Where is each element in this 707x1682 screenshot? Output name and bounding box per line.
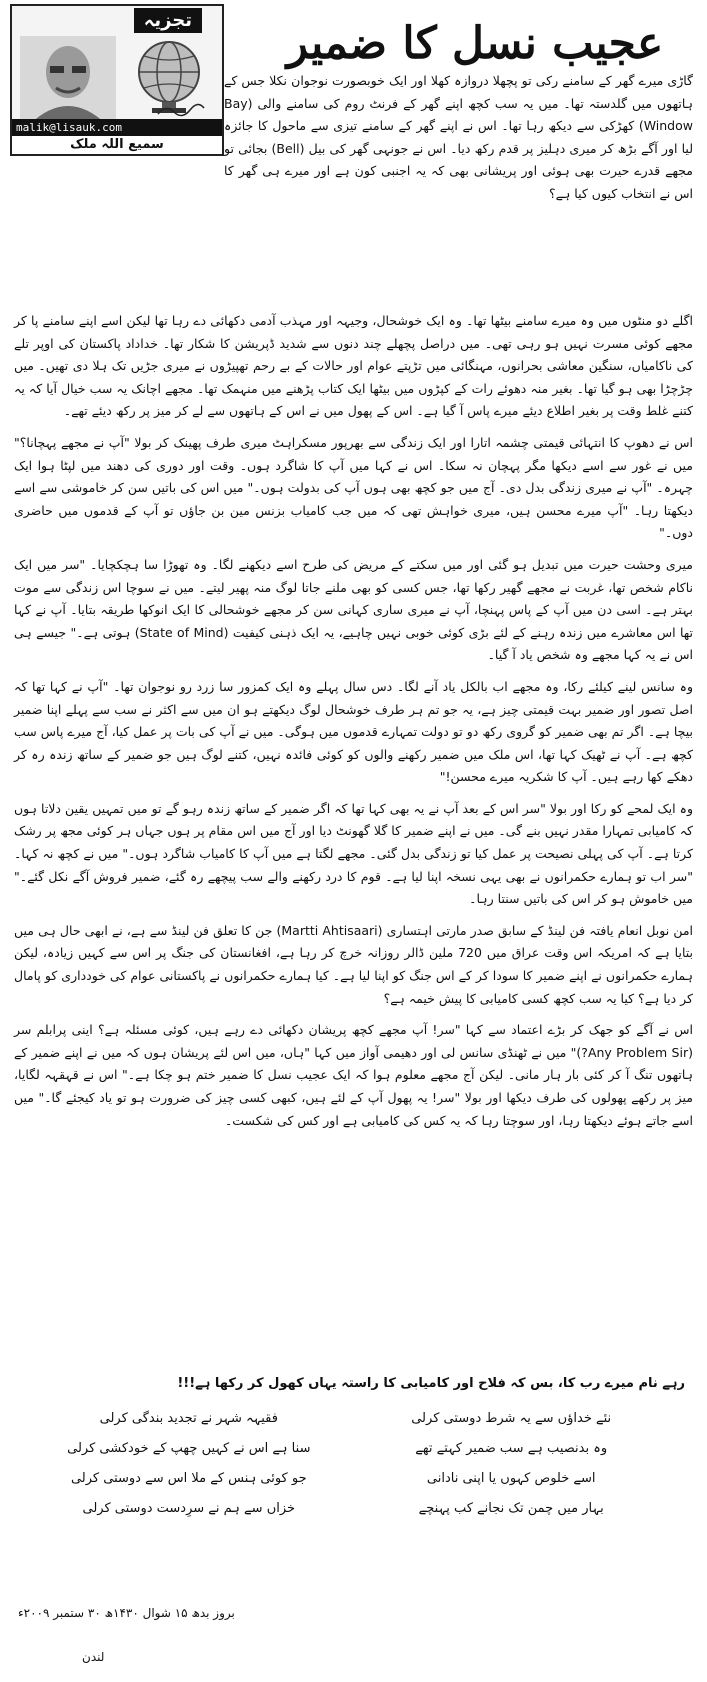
article-title: عجیب نسل کا ضمیر [286, 18, 664, 69]
paragraph: گاڑی میرے گھر کے سامنے رکی تو پچھلا دروازہ کھلا اور ایک خوبصورت نوجوان نکلا جس کے ہاتھوں میں گلدستہ تھا۔ میں یہ سب کچھ اپنے گھر کے فرنٹ روم کی سامنے والی (Bay Window) کھڑکی سے دیکھ رہا تھا۔ اس نے اپنے گھر کے سامنے تیزی سے ماحول کا جائزہ لیا اور آگے بڑھ کر میری دہلیز پر قدم رکھ دیا۔ اس نے جونہی گھر کی بیل (Bell) بجائی تو مجھے قدرے حیرت بھی ہوئی اور پریشانی بھی کہ یہ اجنبی کون ہے اور میرے ہی گھر کا اس نے انتخاب کیوں کیا ہے؟ [224, 73, 693, 201]
author-badge [10, 4, 224, 156]
poem-lead: رہے نام میرے رب کا، بس کہ فلاح اور کامیابی کا راستہ یہاں کھول کر رکھا ہے!!! [177, 1376, 685, 1391]
author-email: malik@lisauk.com [12, 119, 222, 136]
intro-column [224, 70, 693, 215]
paragraph: اس نے آگے کو جھک کر بڑے اعتماد سے کہا "سر! آپ مجھے کچھ پریشان دکھائی دے رہے ہیں، کوئی مسئلہ ہے؟ اینی پرابلم سر (Any Problem Sir?)" میں نے ٹھنڈی سانس لی اور دھیمی آواز میں کہا "ہاں، میں اس لئے پریشان ہوں کہ میں نے اپنے ضمیر کے ہاتھوں تنگ آ کر کئی بار ہار مانی۔ لیکن آج مجھے معلوم ہوا کہ ایک عجیب نسل کا ضمیر ختم ہو چکا ہے۔" اس نے قہقہہ لگایا، میز پر رکھے پھولوں کی طرف دیکھا اور بولا "سر! یہ پھول آپ کے لئے ہیں، کبھی کسی چیز کی ضرورت ہو تو یاد کیجئے گا۔" میں اسے جاتے ہوئے دیکھتا رہا، اور سوچتا رہا کہ یہ کس کی کامیابی ہے اور کس کی شکست۔ [14, 1022, 693, 1128]
poem-line: جو کوئی ہنس کے ملا اس سے دوستی کرلی [70, 1471, 307, 1486]
poem-line: خزاں سے ہم نے سرِدست دوستی کرلی [82, 1501, 296, 1516]
author-name: سمیع اللہ ملک [12, 136, 222, 154]
poem-line: وہ بدنصیب ہے سب ضمیر کہتے تھے [415, 1441, 608, 1456]
poem-line: فقیہہ شہر نے تجدید بندگی کرلی [99, 1411, 278, 1426]
poem-line: سنا ہے اس نے کہیں چھپ کے خودکشی کرلی [67, 1441, 311, 1456]
article-date: بروز بدھ ۱۵ شوال ۱۴۳۰ھ ۳۰ ستمبر ۲۰۰۹ء [18, 1606, 235, 1620]
poem [40, 1404, 660, 1524]
paragraph: امن نوبل انعام یافتہ فن لینڈ کے سابق صدر مارتی اہتساری (Martti Ahtisaari) جن کا تعلق فن لینڈ سے ہے، نے ابھی حال ہی میں بتایا ہے کہ امریکہ اس وقت عراق میں 720 ملین ڈالر روزانہ خرچ کر رہا ہے، افغانستان کی جنگ پر اس سے کہیں زیادہ، لیکن ہمارے حکمرانوں نے اپنے ضمیر کا سودا کر کے اس جنگ کو اپنا لیا ہے۔ کیا ہمارے حکمرانوں نے پاکستانی عوام کی خودداری کو پامال کر دیا ہے؟ کیا یہ سب کچھ کسی کامیابی کا پیش خیمہ ہے؟ [14, 922, 694, 1006]
poem-couplet [40, 1404, 660, 1434]
poem-couplet [40, 1434, 660, 1464]
paragraph: میری وحشت حیرت میں تبدیل ہو گئی اور میں سکتے کے مریض کی طرح اسے دیکھنے لگا۔ وہ تھوڑا سا ہچکچایا۔ "سر میں ایک ناکام شخص تھا، غربت نے مجھے گھیر رکھا تھا، جس کسی کو بھی ملنے جاتا لوگ منہ پھیر لیتے۔ میں نے سوچا اس زندگی سے موت بہتر ہے۔ اسی دن میں آپ کے پاس پہنچا، آپ نے میری ساری کہانی سن کر مجھے خوشحالی کا ایک انوکھا طریقہ بتایا۔ آپ نے کہا تھا اس معاشرے میں زندہ رہنے کے لئے بڑی کوئی خوبی نہیں چاہیے، یہ ایک ذہنی کیفیت (State of Mind) ہوتی ہے۔" جیسے ہی اس نے یہ کہا مجھے وہ شخص یاد آ گیا۔ [14, 556, 693, 663]
paragraph: وہ ایک لمحے کو رکا اور بولا "سر اس کے بعد آپ نے یہ بھی کہا تھا کہ اگر ضمیر کے ساتھ زندہ رہو گے تو میں تمہیں یقین دلاتا ہوں کہ کامیابی تمہارا مقدر نہیں بنے گی۔ میں نے اپنے ضمیر کا گلا گھونٹ دیا اور آج میں اس مقام پر ہوں جہاں ہر کوئی مجھ پر رشک کرتا ہے۔ آپ کی پہلی نصیحت پر عمل کیا تو زندگی بدل گئی۔ مجھے لگتا ہے میں آپ کا کامیاب شاگرد ہوں۔" میں نے کچھ نہ کہا۔ "سر اب تو ہمارے حکمرانوں نے بھی یہی نسخہ اپنا لیا ہے۔ قوم کا درد رکھنے والے سب پیچھے رہ گئے، ضمیر فروش آگے نکل گئے۔" میں خاموش ہو کر اس کی باتیں سنتا رہا۔ [14, 800, 693, 907]
section-tag: تجزیہ [134, 8, 202, 33]
poem-line: اسے خلوص کہوں یا اپنی نادانی [426, 1471, 596, 1486]
article-place: لندن [82, 1650, 105, 1664]
paragraph: اگلے دو منٹوں میں وہ میرے سامنے بیٹھا تھا۔ وہ ایک خوشحال، وجیہہ اور مہذب آدمی دکھائی دے رہا تھا لیکن اسے اپنے سامنے پا کر مجھے کوئی مسرت نہیں ہو رہی تھی۔ میں دراصل پچھلے چند دنوں سے شدید ڈپریشن کا شکار تھا۔ خداداد پاکستان کی اوپر تلے کی ناکامیاں، سنگین معاشی بحرانوں، مہنگائی میں تڑپتے عوام اور حالات کے بے رحم تھپیڑوں نے میری جڑیں تک ہلا دی تھیں۔ میں چڑچڑا بھی ہو گیا تھا۔ بغیر منہ دھوئے رات کے کپڑوں میں بیٹھا ایک کتاب پڑھنے میں منہمک تھا۔ مجھے اچانک یہ سب خیال آیا کہ یہ کتنے غلط وقت پر بغیر اطلاع دیئے میرے پاس آ گیا ہے۔ اس کے پھول میں نے اس کے ہاتھوں سے لے کر میز پر رکھ دیئے تھے۔ [14, 313, 693, 419]
paragraph: اس نے دھوپ کا انتہائی قیمتی چشمہ اتارا اور ایک زندگی سے بھرپور مسکراہٹ میری طرف پھینک کر بولا "آپ نے مجھے پہچانا؟" میں نے غور سے اسے دیکھا مگر پہچان نہ سکا۔ اس نے کہا میں آپ کا شاگرد ہوں۔ وقت اور دوری کی دھند میں لپٹا ہوا ایک چہرہ۔ "آپ نے میری زندگی بدل دی۔ آج میں جو کچھ بھی ہوں آپ کی بدولت ہوں۔" میں اس کی باتیں سن کر خاموشی سے اسے دیکھتا رہا۔ "آپ میرے محسن ہیں، میری خواہش تھی کہ میں جب کامیاب بزنس مین بن جاؤں تو آپ کے قدموں میں حاضری دوں۔" [14, 434, 693, 541]
signature-icon [156, 102, 206, 118]
poem-couplet [40, 1494, 660, 1524]
poem-line: نئے خداؤں سے یہ شرط دوستی کرلی [411, 1411, 612, 1426]
poem-line: بہار میں چمن تک نجانے کب پہنچے [418, 1501, 604, 1516]
paragraph: وہ سانس لینے کیلئے رکا، وہ مجھے اب بالکل یاد آنے لگا۔ دس سال پہلے وہ ایک کمزور سا زرد رو نوجوان تھا۔ "آپ نے کہا تھا کہ اصل تصور اور ضمیر بہت قیمتی چیز ہے، یہ جو تم ہر طرف خوشحال لوگ دیکھتے ہو ان میں سے اکثر نے سب سے پہلے اپنا ضمیر بیچا ہے۔ اگر تم بھی ضمیر کو گروی رکھ دو تو دولت تمہارے قدموں میں ہوگی۔ میں نے آپ کی بات پر عمل کیا، آج میرے پاس سب کچھ ہے۔ آپ نے ٹھیک کہا تھا، اس ملک میں ضمیر رکھنے والوں کو کوئی فائدہ نہیں، کتنے لوگ ہیں جو ضمیر کے ساتھ زندہ رہ کر دھکے کھا رہے ہیں۔ آپ کا شکریہ میرے محسن!" [14, 678, 693, 785]
main-column [14, 310, 693, 1141]
author-portrait-icon [20, 36, 116, 124]
poem-couplet [40, 1464, 660, 1494]
